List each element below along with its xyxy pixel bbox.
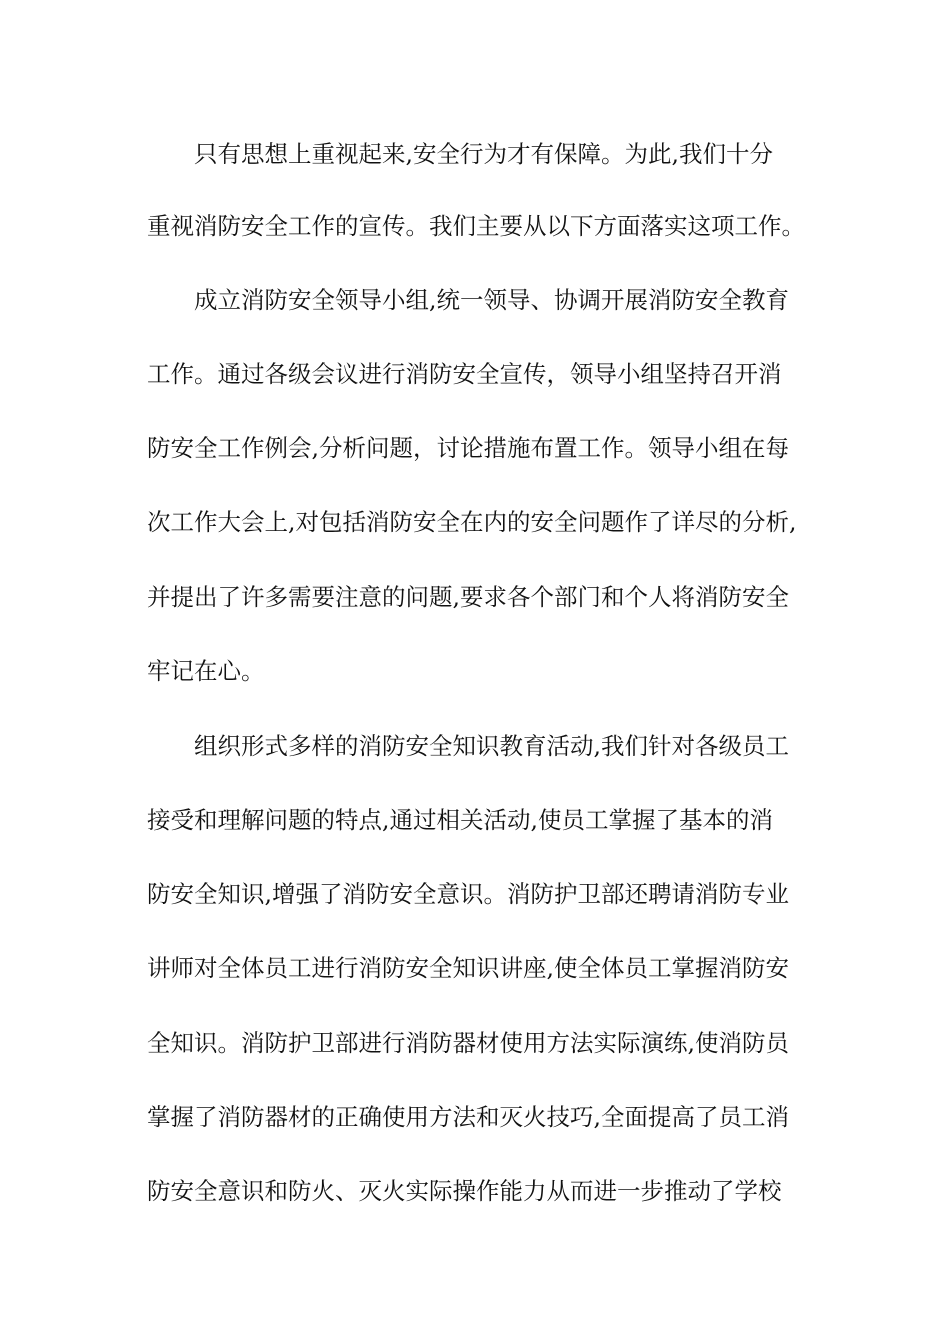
text-line-12: 讲师对全体员工进行消防安全知识讲座,使全体员工掌握消防安 [147, 954, 789, 982]
text-line-10: 接受和理解问题的特点,通过相关活动,使员工掌握了基本的消 [147, 806, 773, 834]
text-line-8: 牢记在心。 [147, 657, 265, 685]
text-line-6: 次工作大会上,对包括消防安全在内的安全问题作了详尽的分析, [147, 508, 797, 536]
text-line-2: 重视消防安全工作的宣传。我们主要从以下方面落实这项工作。 [147, 212, 805, 240]
text-line-1: 只有思想上重视起来,安全行为才有保障。为此,我们十分 [194, 140, 773, 168]
text-line-5: 防安全工作例会,分析问题，讨论措施布置工作。领导小组在每 [147, 434, 789, 462]
text-line-14: 掌握了消防器材的正确使用方法和灭火技巧,全面提高了员工消 [147, 1103, 789, 1131]
text-line-11: 防安全知识,增强了消防安全意识。消防护卫部还聘请消防专业 [147, 880, 789, 908]
text-line-7: 并提出了许多需要注意的问题,要求各个部门和个人将消防安全 [147, 583, 789, 611]
text-line-9: 组织形式多样的消防安全知识教育活动,我们针对各级员工 [194, 732, 789, 760]
text-line-15: 防安全意识和防火、灭火实际操作能力从而进一步推动了学校 [147, 1177, 782, 1205]
text-line-13: 全知识。消防护卫部进行消防器材使用方法实际演练,使消防员 [147, 1029, 789, 1057]
text-line-3: 成立消防安全领导小组,统一领导、协调开展消防安全教育 [194, 286, 789, 314]
text-line-4: 工作。通过各级会议进行消防安全宣传，领导小组坚持召开消 [147, 360, 782, 388]
